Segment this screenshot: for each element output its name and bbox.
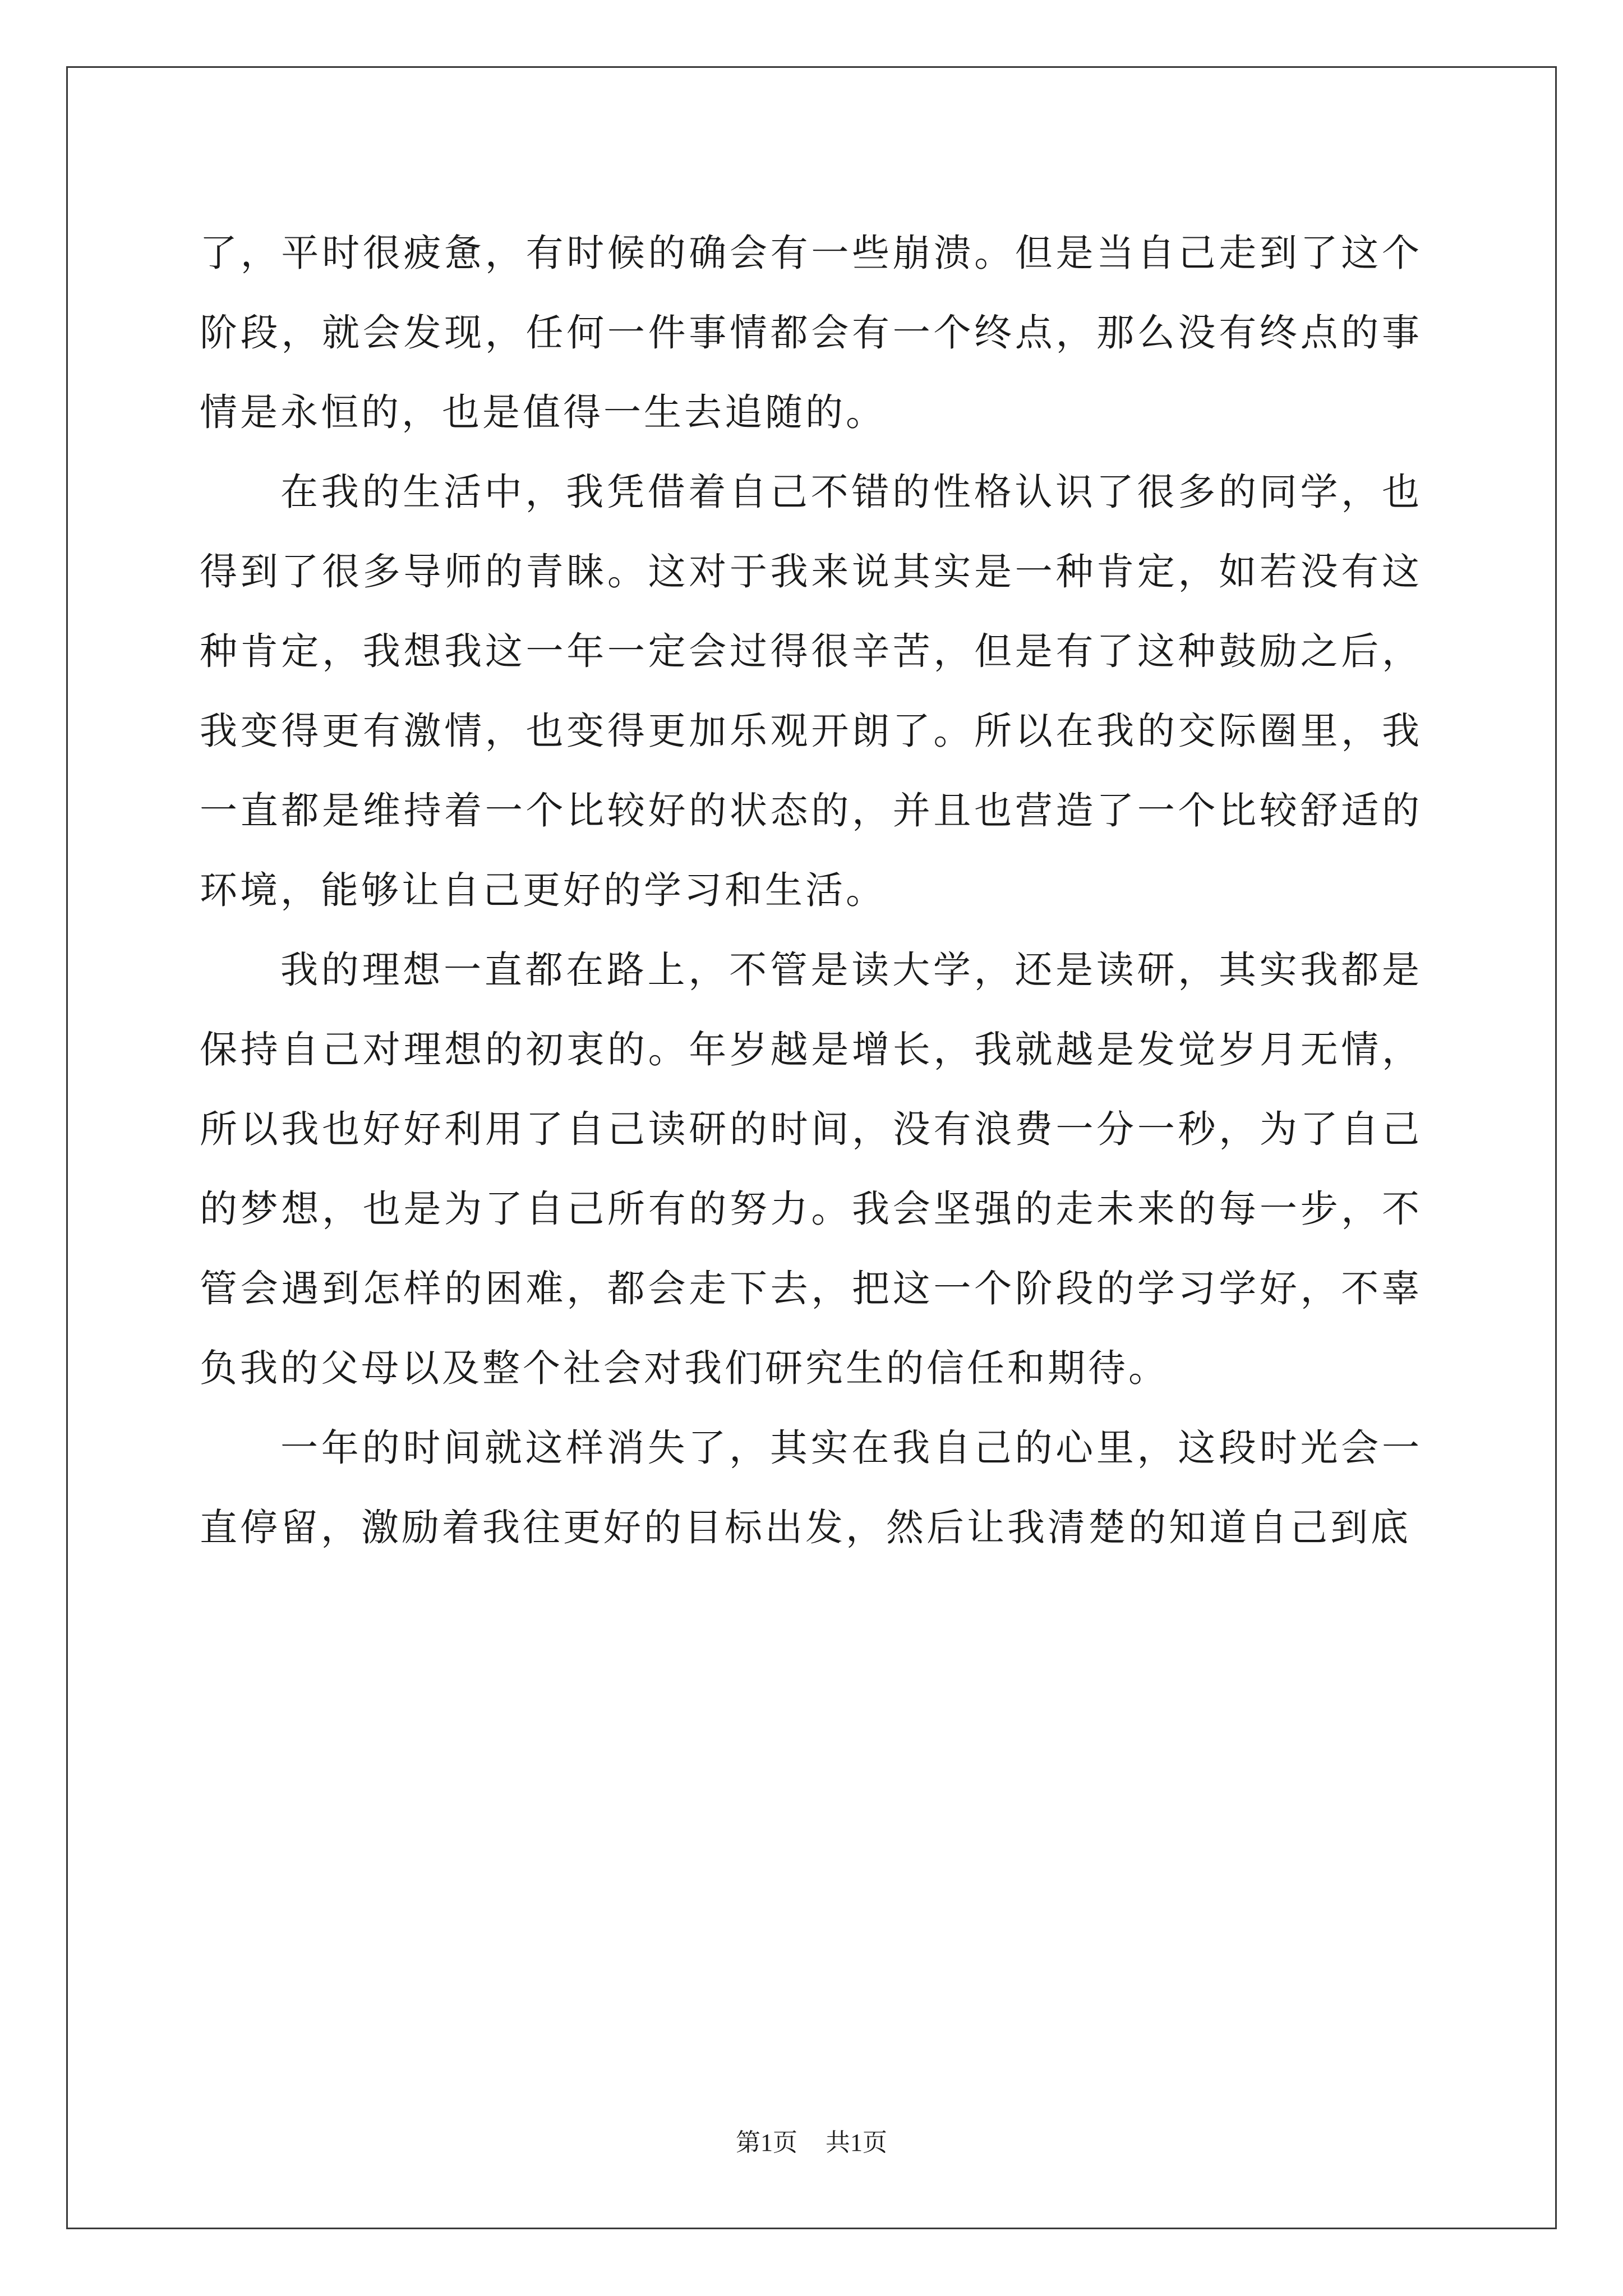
page-number: 第1页 [736, 2129, 797, 2156]
page-total: 共1页 [826, 2129, 887, 2156]
paragraph-1: 了，平时很疲惫，有时候的确会有一些崩溃。但是当自己走到了这个阶段，就会发现，任何一件事情都会有一个终点，那么没有终点的事情是永恒的，也是值得一生去追随的。 [200, 231, 1422, 434]
paragraph-2: 在我的生活中，我凭借着自己不错的性格认识了很多的同学，也得到了很多导师的青睐。这对于我来说其实是一种肯定，如若没有这种肯定，我想我这一年一定会过得很辛苦，但是有了这种鼓励之后，我变得更有激情，也变得更加乐观开朗了。所以在我的交际圈里，我一直都是维持着一个比较好的状态的，并且也营造了一个比较舒适的环境，能够让自己更好的学习和生活。 [200, 470, 1422, 912]
document-body [200, 213, 1422, 1567]
paragraph-3: 我的理想一直都在路上，不管是读大学，还是读研，其实我都是保持自己对理想的初衷的。年岁越是增长，我就越是发觉岁月无情，所以我也好好利用了自己读研的时间，没有浪费一分一秒，为了自己的梦想，也是为了自己所有的努力。我会坚强的走未来的每一步，不管会遇到怎样的困难，都会走下去，把这一个阶段的学习学好，不辜负我的父母以及整个社会对我们研究生的信任和期待。 [200, 948, 1422, 1390]
paragraph-4: 一年的时间就这样消失了，其实在我自己的心里，这段时光会一直停留，激励着我往更好的目标出发，然后让我清楚的知道自己到底 [200, 1426, 1422, 1549]
page-footer [0, 2127, 1623, 2159]
